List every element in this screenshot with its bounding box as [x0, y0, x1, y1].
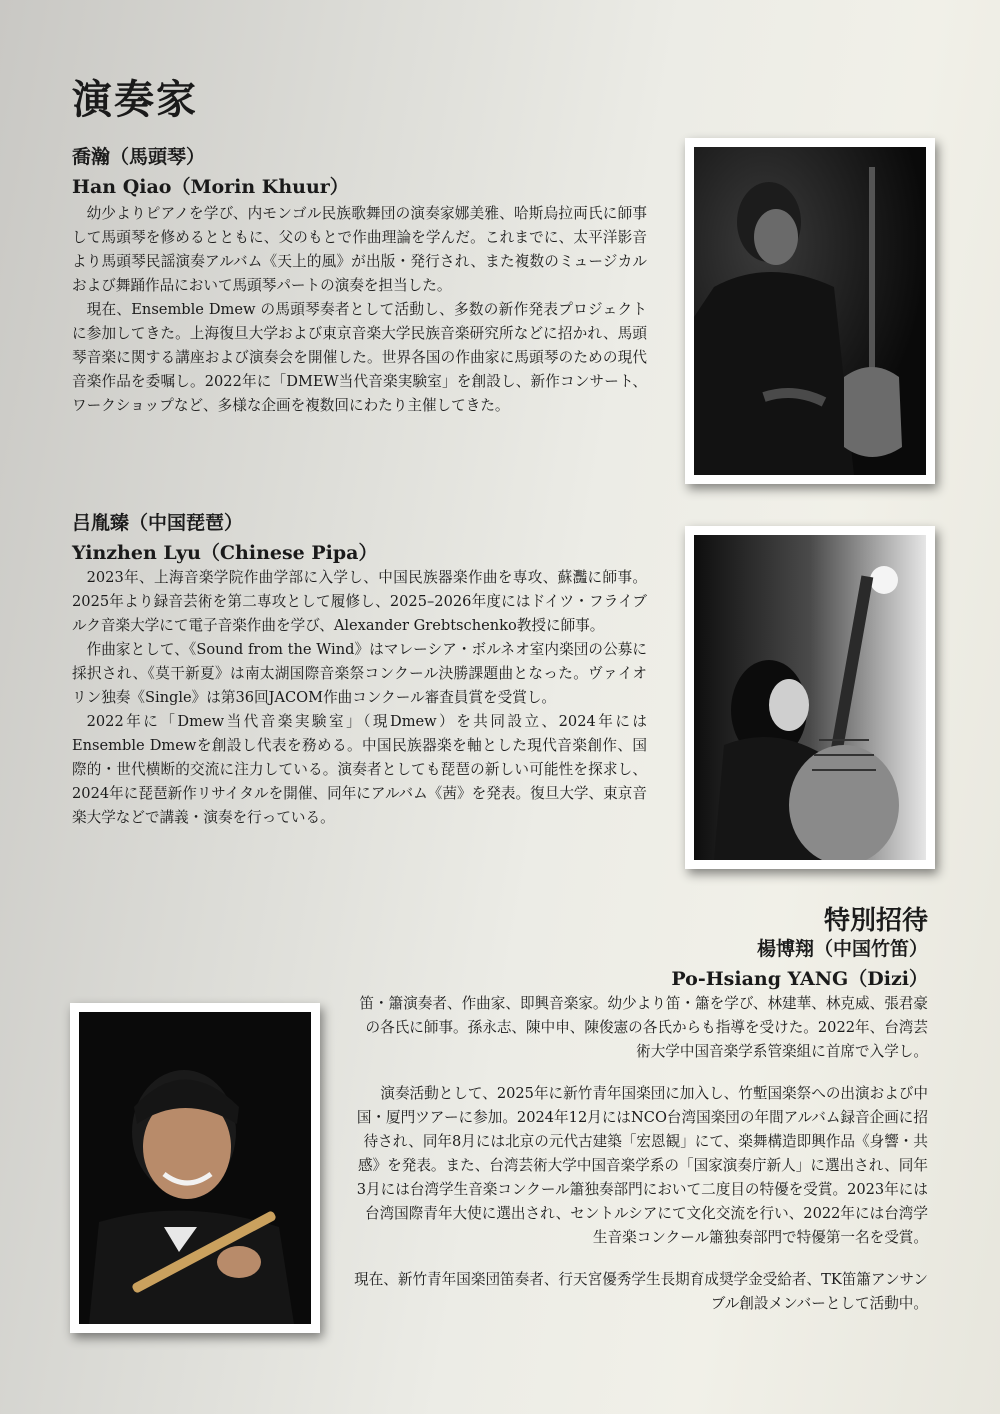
- special-bio-p3: 現在、新竹青年国楽団笛奏者、行天宮優秀学生長期育成奨学金受給者、TK笛簫アンサンブル創設メンバーとして活動中。: [354, 1271, 928, 1312]
- special-bio: [353, 992, 928, 1334]
- performer1-bio-p1: 幼少よりピアノを学び、内モンゴル民族歌舞団の演奏家娜美雅、哈斯烏拉両氏に師事して馬頭琴を修めるとともに、父のもとで作曲理論を学んだ。これまでに、太平洋影音より馬頭琴民謡演奏アルバム《天上的風》が出版・発行され、また複数のミュージカルおよび舞踊作品において馬頭琴パートの演奏を担当した。: [72, 205, 647, 294]
- special-name-en: Po-Hsiang YANG（Dizi）: [671, 968, 928, 990]
- special-bio-p1: 笛・簫演奏者、作曲家、即興音楽家。幼少より笛・簫を学び、林建華、林克威、張君豪の各氏に師事。孫永志、陳中申、陳俊憲の各氏からも指導を受けた。2022年、台湾芸術大学中国音楽学系管楽組に首席で入学し。: [359, 995, 928, 1060]
- performer2-bio: [72, 566, 647, 830]
- special-name-jp: 楊博翔（中国竹笛）: [756, 938, 928, 960]
- morin-khuur-portrait-image: [694, 147, 926, 475]
- performer1-photo: [685, 138, 935, 484]
- performer2-photo: [685, 526, 935, 869]
- page-title: 演奏家: [72, 76, 198, 123]
- pipa-portrait-image: [694, 535, 926, 860]
- performer1-bio-p2: 現在、Ensemble Dmew の馬頭琴奏者として活動し、多数の新作発表プロジェクトに参加してきた。上海復旦大学および東京音楽大学民族音楽研究所などに招かれ、馬頭琴音楽に関する講座および演奏会を開催した。世界各国の作曲家に馬頭琴のための現代音楽作品を委嘱し。2022年に「DMEW当代音楽実験室」を創設し、新作コンサート、ワークショップなど、多様な企画を複数回にわたり主催してきた。: [72, 301, 647, 414]
- performer1-bio: [72, 202, 647, 418]
- performer1-name-jp: 喬瀚（馬頭琴）: [72, 146, 206, 168]
- special-bio-p2: 演奏活動として、2025年に新竹青年国楽団に加入し、竹塹国楽祭への出演および中国・厦門ツアーに参加。2024年12月にはNCO台湾国楽団の年間アルバム録音企画に招待され、同年8月には北京の元代古建築「宏恩観」にて、楽舞構造即興作品《身響・共感》を発表。また、台湾芸術大学中国音楽学系の「国家演奏庁新人」に選出され、同年3月には台湾学生音楽コンクール簫独奏部門において二度目の特優を受賞。2023年には台湾国際青年大使に選出され、セントルシアにて文化交流を行い、2022年には台湾学生音楽コンクール簫独奏部門で特優第一名を受賞。: [356, 1085, 928, 1246]
- performer1-name-en: Han Qiao（Morin Khuur）: [72, 176, 349, 198]
- special-section-title: 特別招待: [823, 906, 928, 936]
- special-photo: [70, 1003, 320, 1333]
- performer2-name-en: Yinzhen Lyu（Chinese Pipa）: [72, 542, 378, 564]
- dizi-portrait-image: [79, 1012, 311, 1324]
- performer2-name-jp: 吕胤臻（中国琵琶）: [72, 512, 244, 534]
- performer2-bio-p2: 作曲家として、《Sound from the Wind》はマレーシア・ボルネオ室内楽団の公募に採択され、《莫干新夏》は南太湖国際音楽祭コンクール決勝課題曲となった。ヴァイオリン独奏《Single》は第36回JACOM作曲コンクール審査員賞を受賞し。: [72, 641, 647, 706]
- performer2-bio-p3: 2022年に「Dmew当代音楽実験室」（現Dmew）を共同設立、2024年にはEnsemble Dmewを創設し代表を務める。中国民族器楽を軸とした現代音楽創作、国際的・世代横断的交流に注力している。演奏者としても琵琶の新しい可能性を探求し、2024年に琵琶新作リサイタルを開催、同年にアルバム《茜》を発表。復旦大学、東京音楽大学などで講義・演奏を行っている。: [72, 713, 647, 826]
- performer2-bio-p1: 2023年、上海音楽学院作曲学部に入学し、中国民族器楽作曲を専攻、蘇灩に師事。2025年より録音芸術を第二専攻として履修し、2025–2026年度にはドイツ・フライブルク音楽大学にて電子音楽作曲を学び、Alexander Grebtschenko教授に師事。: [72, 569, 647, 634]
